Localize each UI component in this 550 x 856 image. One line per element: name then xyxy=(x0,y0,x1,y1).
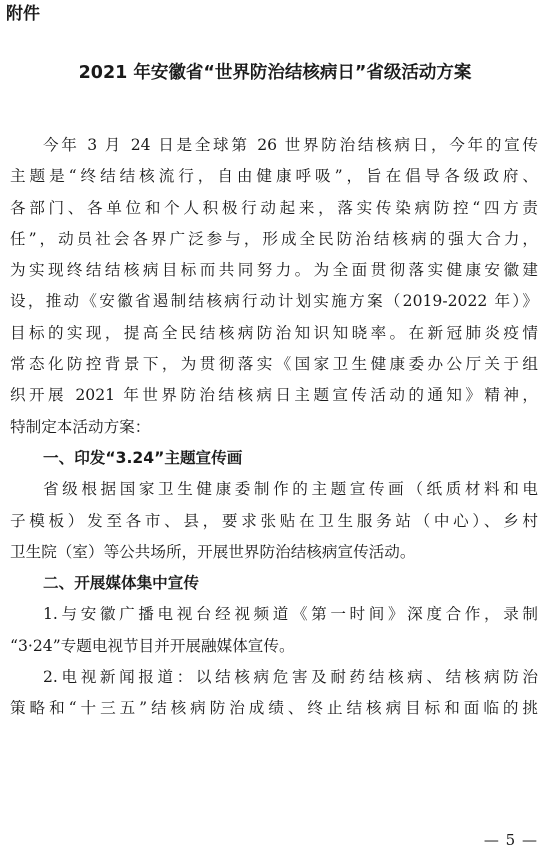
attachment-label: 附件 xyxy=(6,4,40,24)
paragraph-line: 卫生院（室）等公共场所，开展世界防治结核病宣传活动。 xyxy=(10,542,416,561)
section-heading: 二、开展媒体集中宣传 xyxy=(43,574,199,593)
paragraph-line: 2.电视新闻报道：以结核病危害及耐药结核病、结核病防治 xyxy=(43,668,538,687)
document-body xyxy=(10,130,538,725)
paragraph-line: 今年 3 月 24 日是全球第 26 世界防治结核病日，今年的宣传 xyxy=(43,136,538,154)
paragraph-line: 1.与安徽广播电视台经视频道《第一时间》深度合作，录制 xyxy=(43,605,538,624)
section-heading: 一、印发“3.24”主题宣传画 xyxy=(43,448,243,467)
page-number: — 5 — xyxy=(483,831,538,849)
paragraph-line: 常态化防控背景下，为贯彻落实《国家卫生健康委办公厅关于组 xyxy=(10,355,538,374)
paragraph-line: 设，推动《安徽省遏制结核病行动计划实施方案（2019-2022 年）》 xyxy=(10,292,538,311)
paragraph-line: 主题是“终结结核流行，自由健康呼吸”，旨在倡导各级政府、 xyxy=(10,167,538,186)
paragraph-line: 省级根据国家卫生健康委制作的主题宣传画（纸质材料和电 xyxy=(43,480,538,499)
paragraph-line: 织开展 2021 年世界防治结核病日主题宣传活动的通知》精神， xyxy=(10,386,538,405)
paragraph-line: 子模板）发至各市、县，要求张贴在卫生服务站（中心）、乡村 xyxy=(10,511,538,530)
paragraph-line: 特制定本活动方案： xyxy=(10,417,151,436)
document-title: 2021 年安徽省“世界防治结核病日”省级活动方案 xyxy=(78,63,472,83)
paragraph-line: 各部门、各单位和个人积极行动起来，落实传染病防控“四方责 xyxy=(10,198,538,217)
paragraph-line: 策略和“十三五”结核病防治成绩、终止结核病目标和面临的挑 xyxy=(10,699,538,718)
paragraph-line: 目标的实现，提高全民结核病防治知识知晓率。在新冠肺炎疫情 xyxy=(10,323,538,342)
paragraph-line: 为实现终结结核病目标而共同努力。为全面贯彻落实健康安徽建 xyxy=(10,261,538,280)
paragraph-line: “3·24”专题电视节目并开展融媒体宣传。 xyxy=(10,636,295,655)
paragraph-line: 任”，动员社会各界广泛参与，形成全民防治结核病的强大合力， xyxy=(10,229,538,248)
